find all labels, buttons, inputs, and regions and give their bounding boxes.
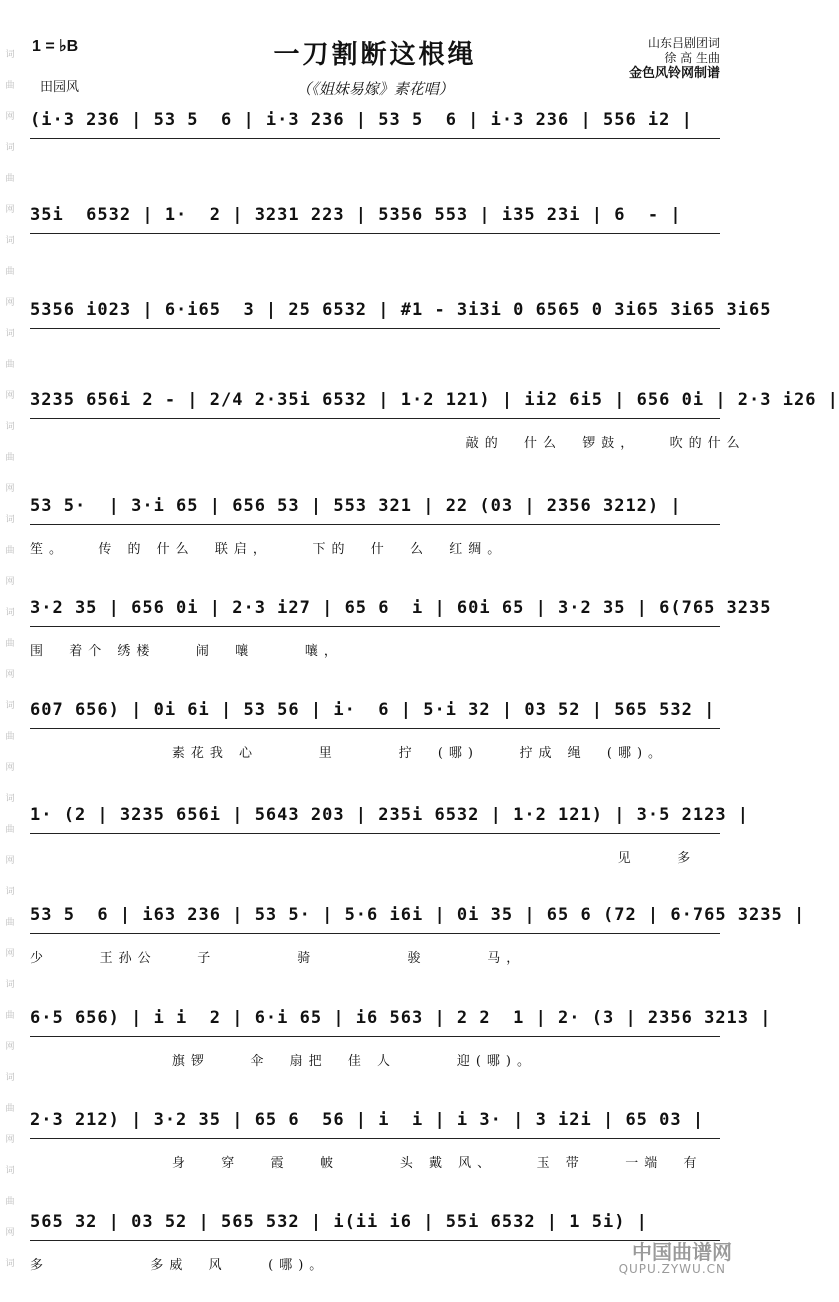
watermark-glyph: 词 xyxy=(5,608,15,618)
score-row xyxy=(30,905,806,995)
watermark-glyph: 词 xyxy=(5,50,15,60)
score-row xyxy=(30,496,720,586)
maker-credit: 金色风铃网制谱 xyxy=(628,66,720,81)
lyricist-credit: 山东吕剧团词 xyxy=(647,36,720,50)
style-label: 田园风 xyxy=(40,80,80,95)
watermark-glyph: 词 xyxy=(5,1259,15,1269)
watermark-glyph: 曲 xyxy=(5,918,15,928)
key-signature: 1 = ♭B xyxy=(32,38,79,55)
watermark-glyph: 词 xyxy=(5,1073,15,1083)
lyrics-line: 素花我 心 里 拧 (哪) 拧成 绳 (哪)。 xyxy=(30,746,668,761)
lyrics-line: 身 穿 霞 帔 头 戴 风、 玉 带 一端 有 xyxy=(30,1156,703,1171)
song-title: 一刀割断这根绳 xyxy=(273,40,477,70)
watermark-glyph: 网 xyxy=(5,670,15,680)
score-row xyxy=(30,700,720,790)
watermark-glyph: 网 xyxy=(5,856,15,866)
notation-line: (i·3 236 | 53 5 6 | i·3 236 | 53 5 6 | i·3 236 | 556 i2 | xyxy=(30,110,693,130)
watermark-glyph: 词 xyxy=(5,701,15,711)
underline-bar xyxy=(30,1036,720,1037)
score-row xyxy=(30,110,720,200)
watermark-glyph: 曲 xyxy=(5,360,15,370)
watermark-glyph: 网 xyxy=(5,1135,15,1145)
watermark-glyph: 曲 xyxy=(5,81,15,91)
watermark-glyph: 词 xyxy=(5,515,15,525)
watermark-glyph: 词 xyxy=(5,887,15,897)
notation-line: 2·3 212) | 3·2 35 | 65 6 56 | i i | i 3· | 3 i2i | 65 03 | xyxy=(30,1110,705,1130)
score-row xyxy=(30,1110,720,1200)
watermark-glyph: 曲 xyxy=(5,1011,15,1021)
watermark-glyph: 曲 xyxy=(5,825,15,835)
notation-line: 607 656) | 0i 6i | 53 56 | i· 6 | 5·i 32 | 03 52 | 565 532 | xyxy=(30,700,716,720)
watermark-glyph: 词 xyxy=(5,236,15,246)
score-row xyxy=(30,300,772,390)
score-row xyxy=(30,805,750,895)
underline-bar xyxy=(30,626,720,627)
watermark-glyph: 词 xyxy=(5,422,15,432)
watermark-glyph: 曲 xyxy=(5,1197,15,1207)
watermark-glyph: 网 xyxy=(5,205,15,215)
watermark-glyph: 词 xyxy=(5,794,15,804)
watermark-glyph: 词 xyxy=(5,1166,15,1176)
notation-line: 3·2 35 | 656 0i | 2·3 i27 | 65 6 i | 60i 65 | 3·2 35 | 6(765 3235 xyxy=(30,598,772,618)
score-row xyxy=(30,390,839,480)
underline-bar xyxy=(30,1138,720,1139)
underline-bar xyxy=(30,328,720,329)
watermark-glyph: 网 xyxy=(5,1228,15,1238)
credits xyxy=(629,36,720,81)
watermark-glyph: 词 xyxy=(5,980,15,990)
watermark-glyph: 网 xyxy=(5,484,15,494)
notation-line: 1· (2 | 3235 656i | 5643 203 | 235i 6532 | 1·2 121) | 3·5 2123 | xyxy=(30,805,750,825)
watermark-glyph: 曲 xyxy=(5,732,15,742)
song-subtitle: （《姐妹易嫁》素花唱） xyxy=(296,80,454,98)
watermark-glyph: 曲 xyxy=(5,267,15,277)
footer-site-name: 中国曲谱网 xyxy=(632,1240,732,1264)
side-watermark-column xyxy=(2,0,18,1297)
notation-line: 53 5 6 | i63 236 | 53 5· | 5·6 i6i | 0i 35 | 65 6 (72 | 6·765 3235 | xyxy=(30,905,806,925)
underline-bar xyxy=(30,233,720,234)
notation-line: 6·5 656) | i i 2 | 6·i 65 | i6 563 | 2 2 1 | 2· (3 | 2356 3213 | xyxy=(30,1008,772,1028)
watermark-glyph: 词 xyxy=(5,329,15,339)
underline-bar xyxy=(30,728,720,729)
watermark-glyph: 曲 xyxy=(5,453,15,463)
lyrics-line: 少 王孙公 子 骑 骏 马， xyxy=(30,951,526,966)
notation-line: 5356 i023 | 6·i65 3 | 25 6532 | #1 - 3i3i 0 6565 0 3i65 3i65 3i65 xyxy=(30,300,772,320)
score-row xyxy=(30,598,772,688)
lyrics-line: 多 多威 风 (哪)。 xyxy=(30,1258,329,1273)
lyrics-line: 见 多 xyxy=(30,851,697,866)
score-row xyxy=(30,1008,772,1098)
underline-bar xyxy=(30,138,720,139)
underline-bar xyxy=(30,418,720,419)
watermark-glyph: 网 xyxy=(5,1042,15,1052)
notation-line: 565 32 | 03 52 | 565 532 | i(ii i6 | 55i 6532 | 1 5i) | xyxy=(30,1212,648,1232)
score-row xyxy=(30,1212,720,1302)
underline-bar xyxy=(30,833,720,834)
lyrics-line: 旗锣 伞 扇把 佳 人 迎(哪)。 xyxy=(30,1054,536,1069)
lyrics-line: 围 着个 绣楼 闹 嚷 嚷， xyxy=(30,644,343,659)
watermark-glyph: 网 xyxy=(5,949,15,959)
watermark-glyph: 曲 xyxy=(5,546,15,556)
score-row xyxy=(30,205,720,295)
notation-line: 53 5· | 3·i 65 | 656 53 | 553 321 | 22 (03 | 2356 3212) | xyxy=(30,496,682,516)
notation-line: 3235 656i 2 - | 2/4 2·35i 6532 | 1·2 121) | ii2 6i5 | 656 0i | 2·3 i26 | xyxy=(30,390,839,410)
footer-site-url: QUPU.ZYWU.CN xyxy=(618,1262,726,1276)
underline-bar xyxy=(30,933,720,934)
watermark-glyph: 曲 xyxy=(5,1104,15,1114)
watermark-glyph: 曲 xyxy=(5,639,15,649)
notation-line: 35i 6532 | 1· 2 | 3231 223 | 5356 553 | i35 23i | 6 - | xyxy=(30,205,682,225)
watermark-glyph: 网 xyxy=(5,391,15,401)
underline-bar xyxy=(30,1240,720,1241)
watermark-glyph: 网 xyxy=(5,298,15,308)
lyrics-line: 敲的 什么 锣鼓， 吹的什么 xyxy=(30,436,746,451)
watermark-glyph: 曲 xyxy=(5,174,15,184)
watermark-glyph: 网 xyxy=(5,763,15,773)
watermark-glyph: 词 xyxy=(5,143,15,153)
composer-credit: 徐 高 生曲 xyxy=(664,51,720,65)
watermark-glyph: 网 xyxy=(5,112,15,122)
lyrics-line: 笙。 传 的 什么 联启， 下的 什 么 红绸。 xyxy=(30,542,507,557)
underline-bar xyxy=(30,524,720,525)
watermark-glyph: 网 xyxy=(5,577,15,587)
